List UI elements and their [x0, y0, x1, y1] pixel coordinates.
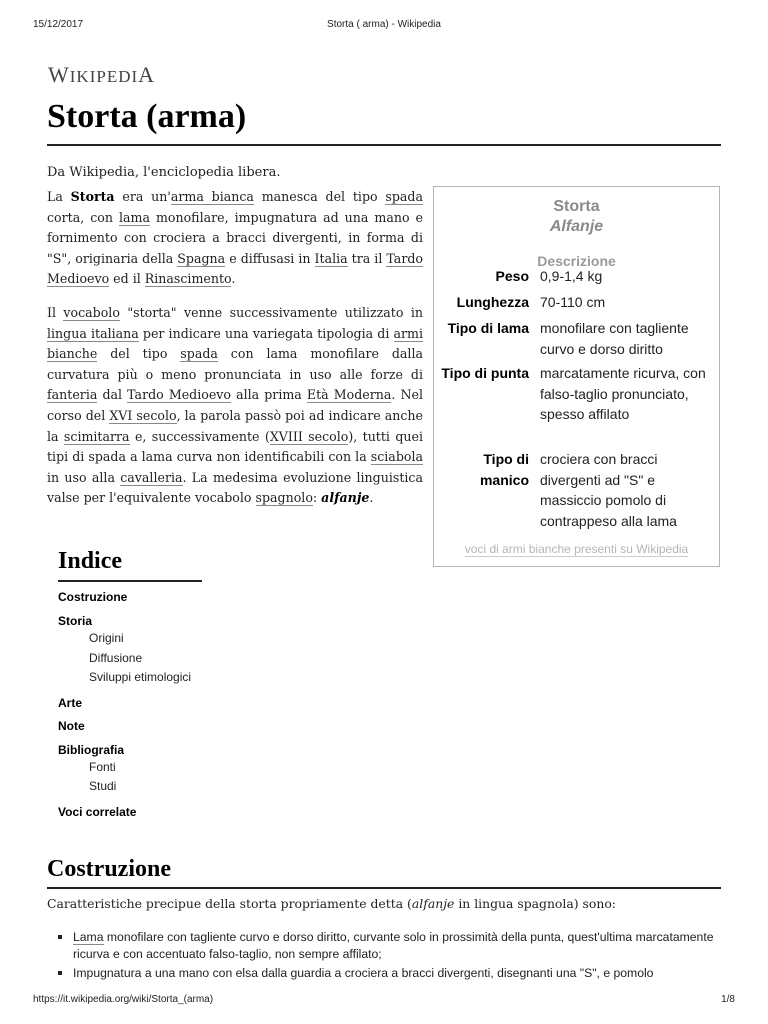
infobox [433, 186, 720, 567]
text-run: ), tutti quei tipi di spada a lama curva non identificabili con la [47, 428, 423, 465]
inline-link[interactable]: vocabolo [63, 305, 120, 320]
inline-link[interactable]: Tardo Medioevo [127, 387, 231, 403]
text-run: per indicare una variegata tipologia di [138, 325, 394, 341]
inline-link[interactable]: armi bianche [47, 325, 423, 362]
infobox-value: crociera con bracci divergenti ad "S" e massiccio pomolo di contrappeso alla lama [540, 451, 677, 529]
list-item [58, 929, 718, 962]
toc-divider [58, 580, 202, 582]
wikipedia-wordmark[interactable] [48, 62, 155, 88]
infobox-key: Tipo di punta [441, 365, 529, 381]
infobox-key: Peso [495, 268, 529, 284]
text-run: "storta" venne successivamente utilizzato in [119, 305, 423, 320]
infobox-title: Storta [553, 198, 600, 215]
toc-subitem-diffusione[interactable]: Diffusione [89, 651, 143, 665]
inline-link[interactable]: XVI secolo [109, 407, 177, 423]
toc-item-storia[interactable]: Storia [58, 614, 93, 628]
text-run: tra il [347, 250, 387, 266]
infobox-value: monofilare con tagliente curvo e dorso diritto [540, 320, 689, 357]
bold-term: Storta [70, 189, 115, 204]
etymology-paragraph [47, 303, 423, 509]
text-run: . [369, 490, 374, 506]
print-page-number: 1/8 [721, 994, 735, 1005]
toc-subitem-studi[interactable]: Studi [89, 779, 117, 793]
text-run: con lama monofilare dalla curvatura più o meno pronunciata in uso alle forze di [47, 346, 423, 382]
bullet-icon [58, 971, 62, 975]
text-run: monofilare, impugnatura ad una mano e fornimento con crociera a bracci divergenti, in forma di "S", originaria della [47, 209, 423, 266]
inline-link[interactable]: lama [118, 209, 150, 225]
inline-link[interactable]: fanteria [47, 387, 98, 403]
text-run: , la parola passò poi ad indicare anche la [47, 407, 423, 444]
feature-list [58, 929, 718, 985]
toc-subitem-origini[interactable]: Origini [89, 631, 124, 645]
inline-link[interactable]: lingua spagnola [474, 896, 574, 911]
section-divider [47, 887, 721, 889]
inline-link[interactable]: spada [180, 346, 218, 362]
text-run: . La medesima evoluzione linguistica valse per l'equivalente vocabolo [47, 469, 423, 506]
text-run: La [47, 189, 71, 204]
print-date: 15/12/2017 [33, 19, 84, 30]
wordmark-middle: IKIPEDI [69, 67, 139, 86]
text-run: . [231, 271, 236, 287]
section-intro [47, 896, 727, 911]
section-heading-costruzione: Costruzione [47, 856, 171, 882]
print-url: https://it.wikipedia.org/wiki/Storta_(arma) [33, 994, 214, 1005]
text-run: in uso alla [47, 469, 121, 485]
toc-item-voci-correlate[interactable]: Voci correlate [58, 805, 137, 819]
text-run: Il [47, 305, 64, 320]
inline-link[interactable]: Tardo Medioevo [47, 250, 423, 287]
infobox-value: 70-110 cm [540, 294, 606, 310]
wordmark-initial: W [48, 62, 70, 87]
infobox-subtitle: Alfanje [549, 218, 604, 235]
text-run: e diffusasi in [225, 250, 315, 266]
toc-title: Indice [58, 548, 123, 574]
table-of-contents [58, 548, 358, 819]
inline-link[interactable]: Spagna [177, 250, 226, 266]
inline-link[interactable]: lingua italiana [47, 325, 139, 341]
list-item [58, 965, 718, 982]
inline-link[interactable]: Italia [314, 250, 348, 266]
site-tagline: Da Wikipedia, l'enciclopedia libera. [47, 165, 281, 180]
text-run: alla prima [231, 387, 307, 403]
text-run: : [312, 490, 322, 506]
inline-link[interactable]: arma bianca [170, 189, 254, 204]
text-run: . Nel corso del [47, 387, 423, 423]
infobox-section-header: Descrizione [537, 253, 616, 269]
text-run: era un' [114, 189, 171, 204]
wordmark-final: A [138, 62, 156, 87]
infobox-value: 0,9-1,4 kg [540, 268, 603, 284]
infobox-footer [434, 542, 719, 556]
infobox-key: Tipo di manico [479, 451, 529, 488]
inline-link[interactable]: spada [385, 189, 423, 204]
text-run: dal [97, 387, 128, 403]
inline-link[interactable]: spagnolo [255, 490, 313, 506]
print-header [33, 19, 735, 33]
inline-link[interactable]: sciabola [370, 449, 423, 465]
text-run: Impugnatura a una mano con elsa dalla guardia a crociera a bracci divergenti, disegnanti una "S", e pomolo [73, 966, 654, 980]
inline-link[interactable]: XVIII secolo [269, 428, 349, 444]
inline-link[interactable]: Lama [73, 930, 104, 944]
intro-paragraph [47, 187, 423, 290]
inline-link[interactable]: scimitarra [63, 428, 130, 444]
text-run: ed il [109, 271, 145, 287]
text-run: Caratteristiche precipue della storta propriamente detta ( [47, 896, 412, 911]
text-run: in [454, 896, 475, 911]
infobox-footer-link[interactable]: voci di armi bianche presenti su Wikipedia [464, 542, 689, 556]
infobox-key: Lunghezza [456, 294, 529, 310]
text-run: manesca del tipo [253, 189, 386, 204]
toc-item-note[interactable]: Note [58, 719, 85, 733]
toc-subitem-sviluppi[interactable]: Sviluppi etimologici [89, 670, 192, 684]
toc-item-arte[interactable]: Arte [58, 696, 83, 710]
title-divider [47, 144, 721, 146]
inline-link[interactable]: cavalleria [120, 469, 183, 485]
toc-subitem-fonti[interactable]: Fonti [89, 760, 116, 774]
print-footer [33, 994, 735, 1008]
bullet-icon [58, 935, 62, 939]
text-run: monofilare con tagliente curvo e dorso diritto, curvante solo in prossimità della punta, quest'ultima marcatamente ricurva e con accentuato falso-taglio, non sempre affilato; [73, 930, 714, 961]
toc-item-costruzione[interactable]: Costruzione [58, 590, 128, 604]
inline-link[interactable]: Età Moderna [306, 387, 392, 403]
italic-term: alfanje [321, 490, 370, 506]
inline-link[interactable]: Rinascimento [144, 271, 232, 287]
italic-term: alfanje [411, 896, 455, 911]
text-run: e, successivamente ( [129, 428, 270, 444]
text-run: corta, con [47, 209, 119, 225]
infobox-value: marcatamente ricurva, con falso-taglio pronunciato, spesso affilato [540, 365, 706, 422]
page-title: Storta (arma) [47, 98, 247, 135]
print-title: Storta ( arma) - Wikipedia [327, 19, 441, 30]
infobox-key: Tipo di lama [447, 320, 529, 336]
toc-item-bibliografia[interactable]: Bibliografia [58, 743, 125, 757]
text-run: ) sono: [573, 896, 616, 911]
text-run: del tipo [97, 346, 181, 362]
